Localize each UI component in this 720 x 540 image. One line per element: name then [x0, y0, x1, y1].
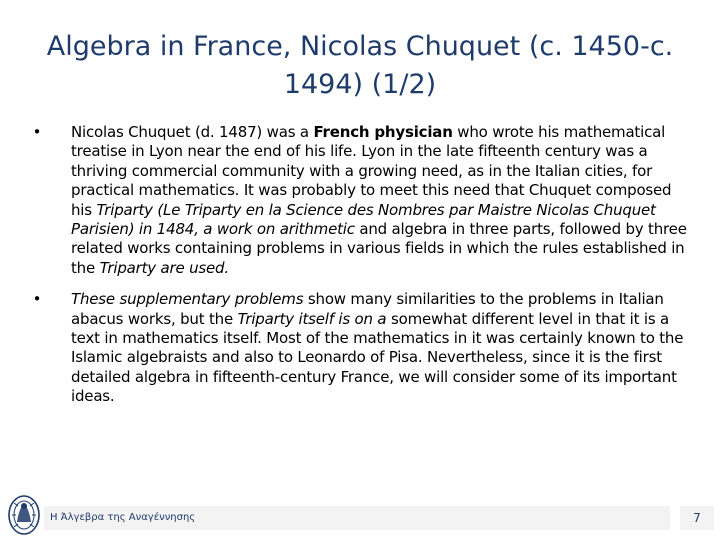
bullet-text-1-seg-2: French physician	[313, 123, 453, 141]
bullet-marker: •	[32, 123, 42, 141]
page-number: 7	[693, 511, 701, 525]
bullet-text-2-seg-1: These supplementary problems	[71, 290, 304, 309]
slide-title	[40, 28, 680, 104]
slide-title-line-2: 1494) (1/2)	[283, 69, 437, 100]
bullet-text-2-seg-2: show many similarities to the problems in Italian abacus works, but the	[71, 290, 664, 328]
page-number-box	[680, 506, 714, 530]
bullet-text-2-seg-4: somewhat different level in that it is a text in mathematics itself. Most of the mathematics in it was certainly known to the Islamic algebraists and also to Leonardo of Pisa. Nevertheless, since it is the first detailed algebra in fifteenth-century France, we will consider some of its important ideas.	[71, 309, 684, 406]
university-seal-icon	[6, 494, 42, 536]
bullet-text-1-seg-6: Triparty are used.	[99, 258, 229, 277]
bullet-item-2	[30, 290, 690, 406]
bullet-text-1-seg-3: who wrote his mathematical treatise in Lyon near the end of his life. Lyon in the late fifteenth century was a thriving commercial community with a growing need, as in the Italian cities, for practical mathematics. It was probably to meet this need that Chuquet composed his	[71, 123, 672, 219]
bullet-text-1-seg-5: and algebra in three parts, followed by three related works containing problems in various fields in which the rules established in the	[71, 220, 687, 277]
bullet-text-1-seg-4: Triparty (Le Triparty en la Science des Nombres par Maistre Nicolas Chuquet Parisien) in 1484, a work on arithmetic	[71, 200, 656, 239]
bullet-text-1-seg-1: Nicolas Chuquet (d. 1487) was a	[71, 123, 314, 141]
bullet-marker: •	[32, 290, 42, 309]
slide-title-line-1: Algebra in France, Nicolas Chuquet (c. 1450-c.	[46, 31, 674, 62]
footer-course-title: Η Άλγεβρα της Αναγέννησης	[50, 512, 196, 523]
bullet-list	[30, 123, 690, 407]
bullet-text-2-seg-3: Triparty itself is on a	[237, 309, 387, 328]
footer-bar	[44, 506, 670, 530]
bullet-item-1	[30, 123, 690, 278]
